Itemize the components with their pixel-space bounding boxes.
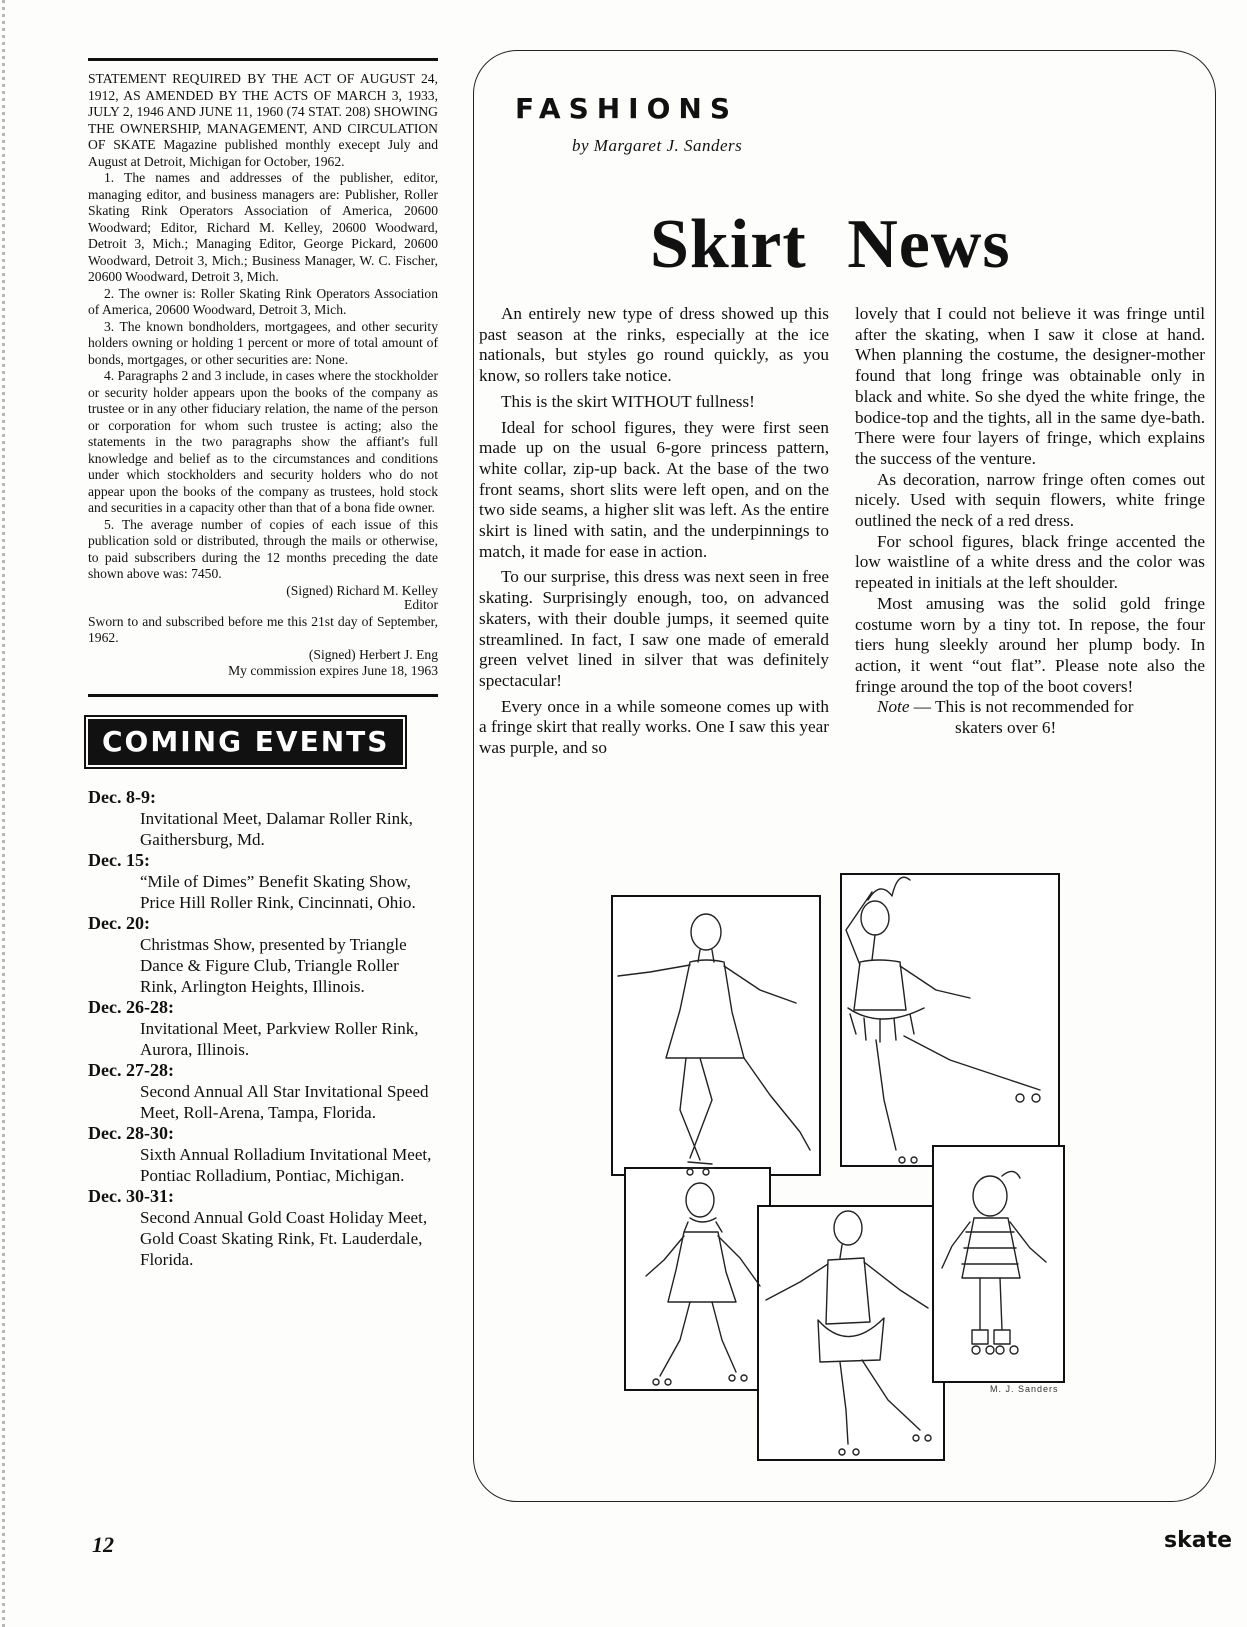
event-date: Dec. 8-9: — [88, 786, 156, 807]
editor-title: Editor — [404, 597, 438, 612]
statement-paragraph: 3. The known bondholders, mortgagees, and other security holders owning or holding 1 percent or more of total amount of bonds, mortgages, or other securities are: None. — [88, 318, 438, 367]
page-edge — [2, 0, 5, 1627]
article-paragraph: For school figures, black fringe accented the low waistline of a white dress and the color was repeated in initials at the left shoulder. — [855, 531, 1205, 593]
note-label: Note — [877, 697, 910, 717]
event-date: Dec. 15: — [88, 849, 150, 870]
notary-signature: (Signed) Herbert J. Eng — [308, 646, 438, 662]
event-description: Invitational Meet, Parkview Roller Rink, Aurora, Illinois. — [140, 1018, 419, 1059]
article-column-1 — [479, 304, 829, 759]
article-paragraph: An entirely new type of dress showed up this past season at the rinks, especially at the ice nationals, but styles go round quickly, as you know, so rollers take notice. — [479, 304, 829, 386]
event-item — [88, 1186, 438, 1270]
artist-signature: M. J. Sanders — [990, 1384, 1059, 1394]
note-text: — This is not recommended for — [909, 697, 1134, 717]
event-description: Sixth Annual Rolladium Invitational Meet, Pontiac Rolladium, Pontiac, Michigan. — [140, 1144, 432, 1185]
statement-paragraph: 1. The names and addresses of the publisher, editor, managing editor, and business managers are: Publisher, Roller Skating Rink Operators Association of America, 20600 Woodward; Editor, Richard M. Kelley, 20600 Woodward, Detroit 3, Mich.; Managing Editor, George Pickard, 20600 Woodward, Detroit 3, Mich.; Business Manager, W. C. Fischer, 20600 Woodward, Detroit 3, Mich. — [88, 170, 438, 284]
article-paragraph: lovely that I could not believe it was fringe until after the skating, when I saw it close at hand. When planning the costume, the designer-mother found that long fringe was obtainable only in black and white. So she dyed the white fringe, the bodice-top and the tights, all in the same dye-bath. There were four layers of fringe, which explains the success of the venture. — [855, 304, 1205, 468]
article-byline: by Margaret J. Sanders — [572, 136, 743, 155]
ownership-statement — [88, 71, 438, 680]
event-date: Dec. 20: — [88, 912, 150, 933]
section-rule — [88, 694, 438, 697]
statement-paragraph: STATEMENT REQUIRED BY THE ACT OF AUGUST 24, 1912, AS AMENDED BY THE ACTS OF MARCH 3, 1933, JULY 2, 1946 AND JUNE 11, 1960 (74 STAT. 208) SHOWING THE OWNERSHIP, MANAGEMENT, AND CIRCULATION OF SKATE Magazine published monthly execept July and August at Detroit, Michigan for October, 1962. — [88, 71, 438, 169]
event-description: Second Annual Gold Coast Holiday Meet, Gold Coast Skating Rink, Ft. Lauderdale, Florida. — [140, 1207, 428, 1269]
article-headline: Skirt News — [650, 206, 1011, 283]
article-paragraph: Ideal for school figures, they were first seen made up on the usual 6-gore princess pattern, white collar, zip-up back. At the base of the two front seams, short slits were left open, and on the two side seams, a higher slit was left. As the entire skirt is lined with satin, and the underpinnings to match, it made for ease in action. — [479, 417, 829, 561]
event-item — [88, 1060, 438, 1123]
magazine-name: skate — [1164, 1528, 1233, 1553]
event-item — [88, 850, 438, 913]
top-rule — [88, 58, 438, 61]
article-column-2 — [855, 304, 1205, 739]
page-number: 12 — [92, 1532, 114, 1557]
editor-signature: (Signed) Richard M. Kelley — [286, 582, 438, 598]
coming-events-heading: COMING EVENTS — [88, 719, 403, 765]
event-date: Dec. 26-28: — [88, 996, 174, 1017]
article-note — [855, 697, 1205, 718]
note-text-continued: skaters over 6! — [955, 718, 1057, 738]
article-paragraph: This is the skirt WITHOUT fullness! — [501, 391, 755, 411]
article-paragraph: Most amusing was the solid gold fringe costume worn by a tiny tot. In repose, the four tiers hung sleekly around her plump body. In action, it went “out flat”. Please note also the fringe around the top of the boot covers! — [855, 593, 1205, 696]
event-date: Dec. 27-28: — [88, 1059, 174, 1080]
event-description: Second Annual All Star Invitational Speed Meet, Roll-Arena, Tampa, Florida. — [140, 1081, 429, 1122]
event-date: Dec. 30-31: — [88, 1185, 174, 1206]
event-item — [88, 913, 438, 997]
left-column — [88, 58, 438, 1270]
notary-commission: My commission expires June 18, 1963 — [228, 663, 438, 678]
event-description: “Mile of Dimes” Benefit Skating Show, Price Hill Roller Rink, Cincinnati, Ohio. — [140, 871, 416, 912]
section-title: FASHIONS — [515, 92, 739, 125]
event-item — [88, 787, 438, 850]
article-paragraph: Every once in a while someone comes up with a fringe skirt that really works. One I saw this year was purple, and so — [479, 696, 829, 758]
statement-paragraph: 2. The owner is: Roller Skating Rink Operators Association of America, 20600 Woodward, Detroit 3, Mich. — [88, 285, 438, 317]
article-paragraph: As decoration, narrow fringe often comes out nicely. Used with sequin flowers, white fringe outlined the neck of a red dress. — [855, 469, 1205, 531]
sworn-statement: Sworn to and subscribed before me this 21st day of September, 1962. — [88, 613, 438, 645]
event-description: Invitational Meet, Dalamar Roller Rink, Gaithersburg, Md. — [140, 808, 413, 849]
event-item — [88, 1123, 438, 1186]
event-description: Christmas Show, presented by Triangle Dance & Figure Club, Triangle Roller Rink, Arlington Heights, Illinois. — [140, 934, 407, 996]
article-paragraph: To our surprise, this dress was next seen in free skating. Surprisingly enough, too, on advanced skaters, with their double jumps, it seemed quite streamlined. In fact, I saw one made of emerald green velvet lined in silver that was definitely spectacular! — [479, 567, 829, 690]
statement-paragraph: 5. The average number of copies of each issue of this publication sold or distributed, through the mails or otherwise, to paid subscribers during the 12 months preceding the date shown above was: 7450. — [88, 516, 438, 581]
statement-paragraph: 4. Paragraphs 2 and 3 include, in cases where the stockholder or security holder appears upon the books of the company as trustee or in any other fiduciary relation, the name of the person or corporation for whom such trustee is acting; also the statements in the two paragraphs show the affiant's full knowledge and belief as to the circumstances and conditions under which stockholders and security holders who do not appear upon the books of the company as trustees, hold stock and securities in a capacity other than that of a bona fide owner. — [88, 368, 438, 515]
event-date: Dec. 28-30: — [88, 1122, 174, 1143]
event-item — [88, 997, 438, 1060]
events-list — [88, 787, 438, 1270]
